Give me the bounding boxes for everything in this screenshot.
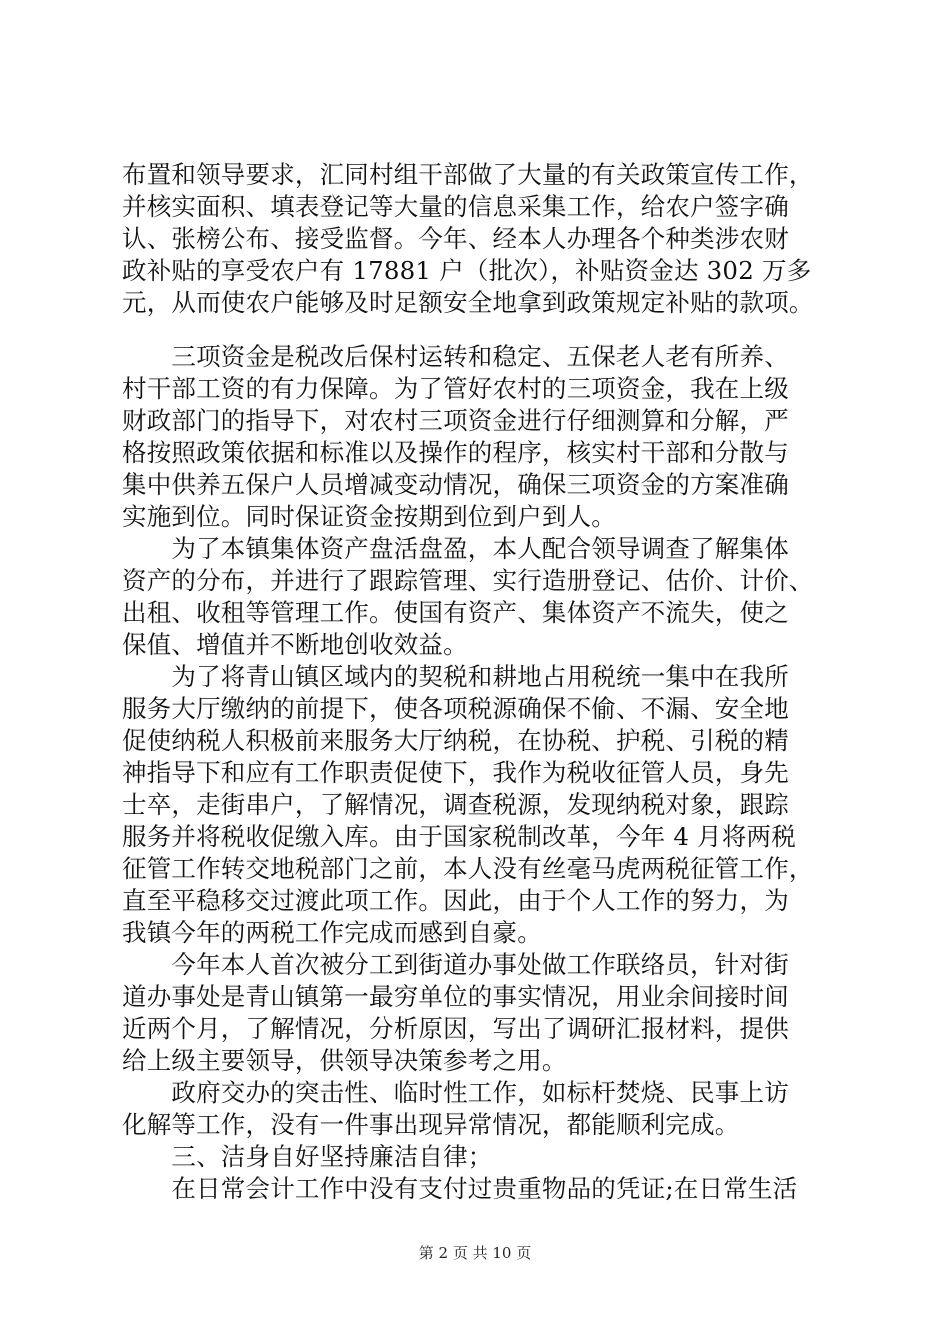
text-line: 三项资金是税改后保村运转和稳定、五保老人老有所养、	[122, 342, 789, 371]
text-line: 直至平稳移交过渡此项工作。因此，由于个人工作的努力，为	[122, 886, 789, 915]
text-line: 给上级主要领导，供领导决策参考之用。	[122, 1046, 567, 1075]
text-line: 出租、收租等管理工作。使国有资产、集体资产不流失，使之	[122, 598, 789, 627]
text-line: 近两个月，了解情况，分析原因，写出了调研汇报材料，提供	[122, 1014, 789, 1043]
text-line: 政府交办的突击性、临时性工作，如标杆焚烧、民事上访	[122, 1078, 789, 1107]
text-line: 化解等工作，没有一件事出现异常情况，都能顺利完成。	[122, 1110, 740, 1139]
text-line: 政补贴的享受农户有 17881 户（批次），补贴资金达 302 万多	[122, 256, 812, 285]
text-line: 格按照政策依据和标准以及操作的程序，核实村干部和分散与	[122, 438, 789, 467]
text-line: 实施到位。同时保证资金按期到位到户到人。	[122, 502, 616, 531]
text-line: 为了本镇集体资产盘活盘盈，本人配合领导调查了解集体	[122, 534, 789, 563]
text-line: 促使纳税人积极前来服务大厅纳税，在协税、护税、引税的精	[122, 726, 789, 755]
text-line: 为了将青山镇区域内的契税和耕地占用税统一集中在我所	[122, 662, 789, 691]
text-line: 财政部门的指导下，对农村三项资金进行仔细测算和分解，严	[122, 406, 789, 435]
text-line: 士卒，走街串户，了解情况，调查税源，发现纳税对象，跟踪	[122, 790, 789, 819]
text-line: 神指导下和应有工作职责促使下，我作为税收征管人员，身先	[122, 758, 789, 787]
text-line: 村干部工资的有力保障。为了管好农村的三项资金，我在上级	[122, 374, 789, 403]
text-line: 布置和领导要求，汇同村组干部做了大量的有关政策宣传工作，	[122, 160, 814, 189]
page-number-footer: 第 2 页 共 10 页	[418, 1244, 532, 1262]
text-line: 资产的分布，并进行了跟踪管理、实行造册登记、估价、计价、	[122, 566, 814, 595]
text-line: 在日常会计工作中没有支付过贵重物品的凭证;在日常生活	[122, 1174, 798, 1203]
text-line: 今年本人首次被分工到街道办事处做工作联络员，针对街	[122, 950, 789, 979]
text-line: 三、洁身自好坚持廉洁自律；	[122, 1142, 493, 1171]
text-line: 服务并将税收促缴入库。由于国家税制改革，今年 4 月将两税	[122, 822, 796, 851]
text-line: 我镇今年的两税工作完成而感到自豪。	[122, 918, 542, 947]
text-line: 并核实面积、填表登记等大量的信息采集工作，给农户签字确	[122, 192, 789, 221]
text-line: 元，从而使农户能够及时足额安全地拿到政策规定补贴的款项。	[122, 288, 814, 317]
text-line: 道办事处是青山镇第一最穷单位的事实情况，用业余间接时间	[122, 982, 789, 1011]
text-line: 服务大厅缴纳的前提下，使各项税源确保不偷、不漏、安全地	[122, 694, 789, 723]
text-line: 征管工作转交地税部门之前，本人没有丝毫马虎两税征管工作，	[122, 854, 814, 883]
text-line: 集中供养五保户人员增减变动情况，确保三项资金的方案准确	[122, 470, 789, 499]
text-line: 保值、增值并不断地创收效益。	[122, 630, 468, 659]
text-line: 认、张榜公布、接受监督。今年、经本人办理各个种类涉农财	[122, 224, 789, 253]
